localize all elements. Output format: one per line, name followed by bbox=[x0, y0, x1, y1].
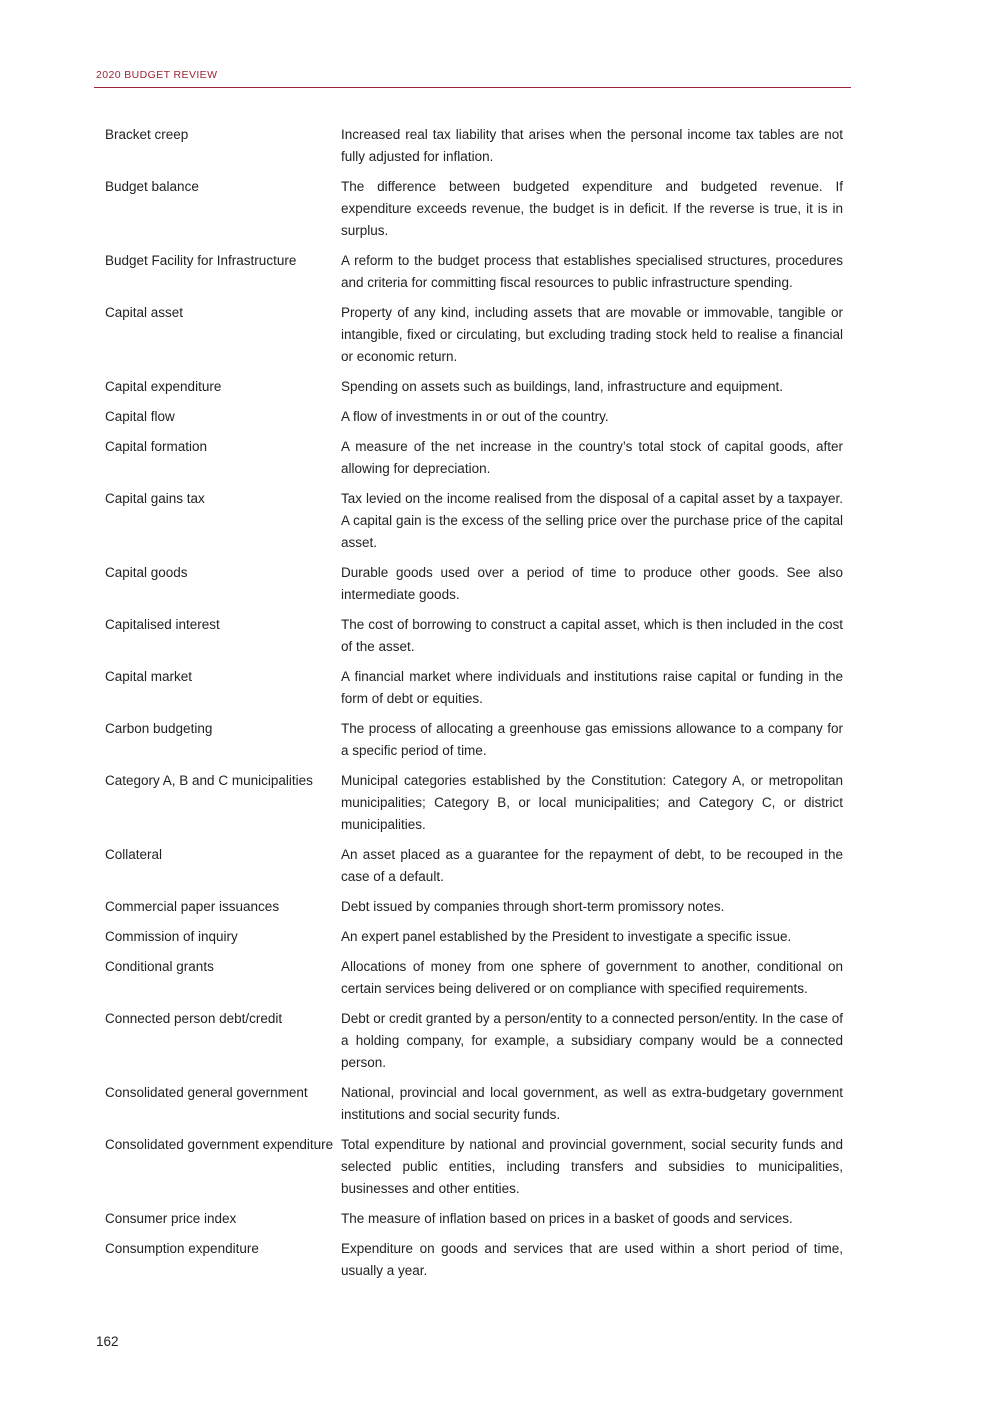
glossary-entry bbox=[105, 436, 843, 480]
glossary-definition: An expert panel established by the President to investigate a specific issue. bbox=[341, 929, 792, 944]
glossary-definition: Debt issued by companies through short-term promissory notes. bbox=[341, 899, 725, 914]
glossary-entry bbox=[105, 956, 843, 1000]
glossary-term: Capitalised interest bbox=[105, 617, 220, 632]
glossary-entry bbox=[105, 770, 843, 836]
glossary-term: Consolidated general government bbox=[105, 1085, 308, 1100]
glossary-term: Consumption expenditure bbox=[105, 1241, 259, 1256]
glossary-definition: National, provincial and local government, as well as extra-budgetary government institutions and social security funds. bbox=[341, 1085, 843, 1122]
glossary-term: Capital asset bbox=[105, 305, 184, 320]
glossary-entry bbox=[105, 124, 843, 168]
glossary-definition: A financial market where individuals and institutions raise capital or funding in the form of debt or equities. bbox=[341, 669, 843, 706]
glossary-term: Budget balance bbox=[105, 179, 199, 194]
glossary-entry bbox=[105, 1082, 843, 1126]
header-rule bbox=[94, 87, 851, 88]
glossary-entry bbox=[105, 1208, 843, 1230]
glossary-entry bbox=[105, 666, 843, 710]
glossary-definition: Expenditure on goods and services that are used within a short period of time, usually a year. bbox=[341, 1241, 843, 1278]
glossary-term: Capital expenditure bbox=[105, 379, 222, 394]
glossary-term: Capital market bbox=[105, 669, 193, 684]
glossary-entry bbox=[105, 488, 843, 554]
glossary-entry bbox=[105, 718, 843, 762]
glossary-definition: A measure of the net increase in the country’s total stock of capital goods, after allowing for depreciation. bbox=[341, 439, 843, 476]
glossary-definition: A flow of investments in or out of the country. bbox=[341, 409, 609, 424]
glossary-definition: Debt or credit granted by a person/entity to a connected person/entity. In the case of a holding company, for example, a subsidiary company would be a connected person. bbox=[341, 1011, 843, 1070]
glossary-term: Connected person debt/credit bbox=[105, 1011, 283, 1026]
glossary-term: Collateral bbox=[105, 847, 163, 862]
glossary-term: Capital goods bbox=[105, 565, 188, 580]
glossary-definition: Property of any kind, including assets that are movable or immovable, tangible or intangible, fixed or circulating, but excluding trading stock held to realise a financial or economic return. bbox=[341, 305, 843, 364]
glossary-entry bbox=[105, 1008, 843, 1074]
glossary-entry bbox=[105, 1238, 843, 1282]
running-header: 2020 BUDGET REVIEW bbox=[96, 69, 218, 81]
glossary-entry bbox=[105, 406, 843, 428]
glossary-definition: The difference between budgeted expenditure and budgeted revenue. If expenditure exceeds revenue, the budget is in deficit. If the reverse is true, it is in surplus. bbox=[341, 179, 843, 238]
glossary-entry bbox=[105, 250, 843, 294]
glossary-term: Conditional grants bbox=[105, 959, 214, 974]
glossary-term: Consolidated government expenditure bbox=[105, 1137, 334, 1152]
glossary-definition: The cost of borrowing to construct a capital asset, which is then included in the cost of the asset. bbox=[341, 617, 843, 654]
glossary-term: Capital flow bbox=[105, 409, 175, 424]
glossary-term: Commission of inquiry bbox=[105, 929, 238, 944]
glossary-definition: The process of allocating a greenhouse gas emissions allowance to a company for a specific period of time. bbox=[341, 721, 843, 758]
glossary-entry bbox=[105, 844, 843, 888]
glossary-term: Budget Facility for Infrastructure bbox=[105, 253, 297, 268]
glossary-definition: Allocations of money from one sphere of government to another, conditional on certain services being delivered or on compliance with specified requirements. bbox=[341, 959, 843, 996]
glossary-term: Capital gains tax bbox=[105, 491, 205, 506]
glossary-term: Consumer price index bbox=[105, 1211, 237, 1226]
glossary-entry bbox=[105, 562, 843, 606]
glossary-term: Bracket creep bbox=[105, 127, 189, 142]
glossary-entry bbox=[105, 926, 843, 948]
glossary-definition: Increased real tax liability that arises when the personal income tax tables are not fully adjusted for inflation. bbox=[341, 127, 843, 164]
glossary-entry bbox=[105, 614, 843, 658]
glossary-definition: An asset placed as a guarantee for the repayment of debt, to be recouped in the case of a default. bbox=[341, 847, 843, 884]
glossary-definition: Tax levied on the income realised from the disposal of a capital asset by a taxpayer. A capital gain is the excess of the selling price over the purchase price of the capital asset. bbox=[341, 491, 843, 550]
glossary-definition: Durable goods used over a period of time to produce other goods. See also intermediate goods. bbox=[341, 565, 843, 602]
glossary-term: Capital formation bbox=[105, 439, 208, 454]
glossary-entry bbox=[105, 376, 843, 398]
page-number: 162 bbox=[96, 1334, 119, 1349]
glossary-definition: Municipal categories established by the Constitution: Category A, or metropolitan municipalities; Category B, or local municipalities; and Category C, or district municipalities. bbox=[341, 773, 843, 832]
glossary-definition: The measure of inflation based on prices in a basket of goods and services. bbox=[341, 1211, 793, 1226]
glossary-definition: Total expenditure by national and provincial government, social security funds and selected public entities, including transfers and subsidies to municipalities, businesses and other entities. bbox=[341, 1137, 843, 1196]
glossary-entry bbox=[105, 896, 843, 918]
glossary-entry bbox=[105, 302, 843, 368]
glossary-list bbox=[105, 124, 843, 1290]
glossary-term: Category A, B and C municipalities bbox=[105, 773, 313, 788]
glossary-term: Commercial paper issuances bbox=[105, 899, 280, 914]
glossary-term: Carbon budgeting bbox=[105, 721, 213, 736]
glossary-entry bbox=[105, 1134, 843, 1200]
glossary-definition: Spending on assets such as buildings, land, infrastructure and equipment. bbox=[341, 379, 784, 394]
glossary-definition: A reform to the budget process that establishes specialised structures, procedures and criteria for committing fiscal resources to public infrastructure spending. bbox=[341, 253, 843, 290]
glossary-entry bbox=[105, 176, 843, 242]
